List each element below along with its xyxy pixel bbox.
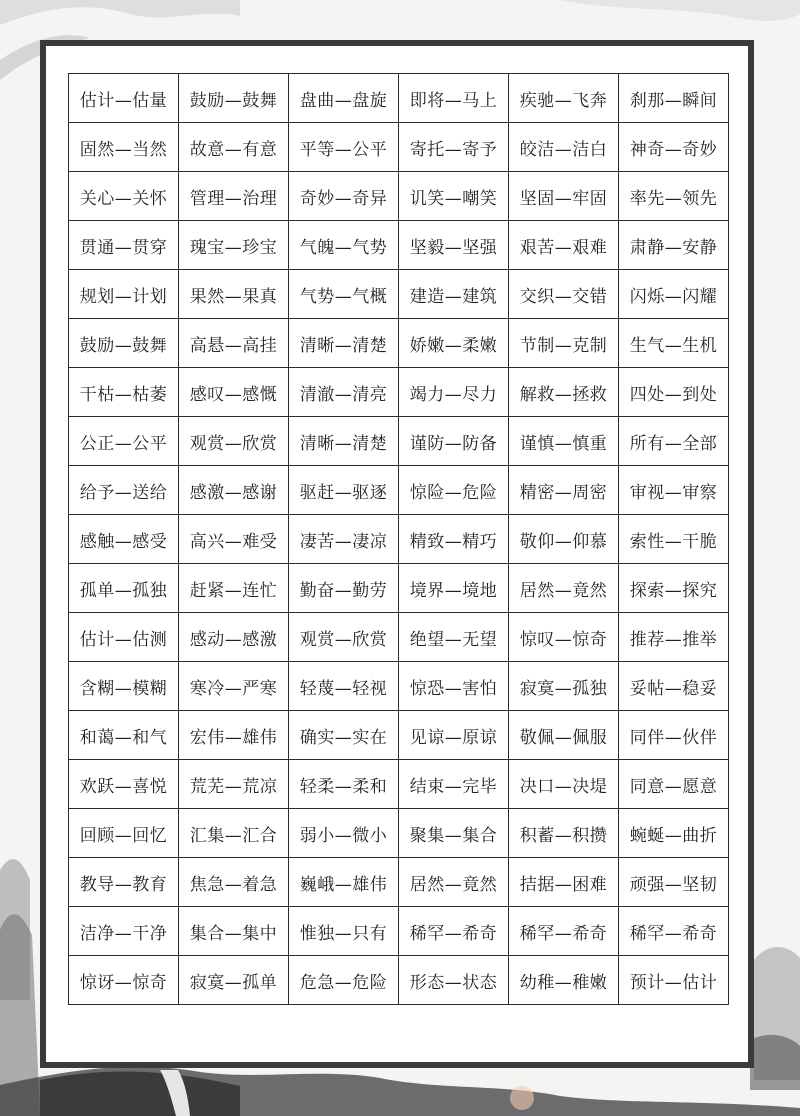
synonym-pair-cell: 稀罕—希奇 xyxy=(399,907,509,956)
synonym-pair-cell: 审视—审察 xyxy=(619,466,729,515)
synonym-pair-cell: 估计—估量 xyxy=(69,74,179,123)
synonym-pair-cell: 交织—交错 xyxy=(509,270,619,319)
synonym-pair-cell: 稀罕—希奇 xyxy=(509,907,619,956)
synonym-pair-cell: 谨慎—慎重 xyxy=(509,417,619,466)
table-row xyxy=(69,368,729,417)
table-row xyxy=(69,466,729,515)
synonym-pair-cell: 皎洁—洁白 xyxy=(509,123,619,172)
synonym-pair-cell: 高兴—难受 xyxy=(179,515,289,564)
synonym-pair-cell: 肃静—安静 xyxy=(619,221,729,270)
synonym-pair-cell: 估计—估测 xyxy=(69,613,179,662)
synonym-pair-cell: 孤单—孤独 xyxy=(69,564,179,613)
synonym-pair-cell: 规划—计划 xyxy=(69,270,179,319)
synonym-pair-cell: 奇妙—奇异 xyxy=(289,172,399,221)
table-row xyxy=(69,74,729,123)
synonym-pair-cell: 惊叹—惊奇 xyxy=(509,613,619,662)
synonym-pair-cell: 积蓄—积攒 xyxy=(509,809,619,858)
synonym-pair-cell: 鼓励—鼓舞 xyxy=(179,74,289,123)
synonym-pair-cell: 稀罕—希奇 xyxy=(619,907,729,956)
synonym-pair-cell: 预计—估计 xyxy=(619,956,729,1005)
synonym-pair-cell: 公正—公平 xyxy=(69,417,179,466)
synonym-pair-cell: 危急—危险 xyxy=(289,956,399,1005)
synonym-pair-cell: 竭力—尽力 xyxy=(399,368,509,417)
table-row xyxy=(69,123,729,172)
synonym-pair-cell: 感叹—感慨 xyxy=(179,368,289,417)
synonym-pair-cell: 平等—公平 xyxy=(289,123,399,172)
synonym-pair-cell: 焦急—着急 xyxy=(179,858,289,907)
table-row xyxy=(69,319,729,368)
synonym-pair-cell: 索性—干脆 xyxy=(619,515,729,564)
synonym-pair-cell: 鼓励—鼓舞 xyxy=(69,319,179,368)
synonym-pair-cell: 节制—克制 xyxy=(509,319,619,368)
synonym-pair-cell: 决口—决堤 xyxy=(509,760,619,809)
table-row xyxy=(69,907,729,956)
synonym-pair-cell: 寄托—寄予 xyxy=(399,123,509,172)
synonym-pair-cell: 见谅—原谅 xyxy=(399,711,509,760)
synonym-pair-cell: 瑰宝—珍宝 xyxy=(179,221,289,270)
synonym-pair-cell: 清晰—清楚 xyxy=(289,417,399,466)
synonym-table-body xyxy=(69,74,729,1005)
synonym-pair-cell: 干枯—枯萎 xyxy=(69,368,179,417)
synonym-pair-cell: 凄苦—凄凉 xyxy=(289,515,399,564)
synonym-pair-cell: 管理—治理 xyxy=(179,172,289,221)
synonym-pair-cell: 寂寞—孤独 xyxy=(509,662,619,711)
synonym-pair-cell: 顽强—坚韧 xyxy=(619,858,729,907)
synonym-pair-cell: 居然—竟然 xyxy=(509,564,619,613)
synonym-pair-cell: 坚毅—坚强 xyxy=(399,221,509,270)
synonym-pair-cell: 赶紧—连忙 xyxy=(179,564,289,613)
synonym-pair-cell: 故意—有意 xyxy=(179,123,289,172)
synonym-pair-cell: 同意—愿意 xyxy=(619,760,729,809)
synonym-pair-cell: 推荐—推举 xyxy=(619,613,729,662)
synonym-pair-cell: 四处—到处 xyxy=(619,368,729,417)
synonym-pair-cell: 结束—完毕 xyxy=(399,760,509,809)
synonym-pair-cell: 建造—建筑 xyxy=(399,270,509,319)
synonym-pair-cell: 惊恐—害怕 xyxy=(399,662,509,711)
table-row xyxy=(69,809,729,858)
synonym-pair-cell: 欢跃—喜悦 xyxy=(69,760,179,809)
synonym-pair-cell: 精致—精巧 xyxy=(399,515,509,564)
synonym-pair-cell: 和蔼—和气 xyxy=(69,711,179,760)
synonym-pair-cell: 清晰—清楚 xyxy=(289,319,399,368)
table-row xyxy=(69,221,729,270)
synonym-pair-cell: 给予—送给 xyxy=(69,466,179,515)
table-row xyxy=(69,270,729,319)
synonym-pair-cell: 寒冷—严寒 xyxy=(179,662,289,711)
synonym-pair-cell: 观赏—欣赏 xyxy=(179,417,289,466)
synonym-pair-cell: 幼稚—稚嫩 xyxy=(509,956,619,1005)
synonym-pair-cell: 贯通—贯穿 xyxy=(69,221,179,270)
synonym-pair-cell: 感动—感激 xyxy=(179,613,289,662)
synonym-pair-cell: 同伴—伙伴 xyxy=(619,711,729,760)
synonym-pair-cell: 疾驰—飞奔 xyxy=(509,74,619,123)
synonym-pair-cell: 观赏—欣赏 xyxy=(289,613,399,662)
table-row xyxy=(69,172,729,221)
synonym-pair-cell: 绝望—无望 xyxy=(399,613,509,662)
table-row xyxy=(69,711,729,760)
synonym-pair-cell: 寂寞—孤单 xyxy=(179,956,289,1005)
synonym-pair-cell: 洁净—干净 xyxy=(69,907,179,956)
synonym-pair-cell: 回顾—回忆 xyxy=(69,809,179,858)
synonym-pair-cell: 娇嫩—柔嫩 xyxy=(399,319,509,368)
table-row xyxy=(69,956,729,1005)
table-row xyxy=(69,662,729,711)
synonym-pair-cell: 汇集—汇合 xyxy=(179,809,289,858)
synonym-pair-cell: 敬佩—佩服 xyxy=(509,711,619,760)
synonym-pair-cell: 果然—果真 xyxy=(179,270,289,319)
synonym-pair-cell: 即将—马上 xyxy=(399,74,509,123)
table-row xyxy=(69,564,729,613)
synonym-pair-cell: 轻蔑—轻视 xyxy=(289,662,399,711)
synonym-pair-cell: 闪烁—闪耀 xyxy=(619,270,729,319)
synonym-pair-cell: 清澈—清亮 xyxy=(289,368,399,417)
table-row xyxy=(69,515,729,564)
synonym-pair-cell: 神奇—奇妙 xyxy=(619,123,729,172)
synonym-pair-cell: 教导—教育 xyxy=(69,858,179,907)
synonym-pair-cell: 探索—探究 xyxy=(619,564,729,613)
synonym-pair-cell: 荒芜—荒凉 xyxy=(179,760,289,809)
synonym-pair-cell: 气魄—气势 xyxy=(289,221,399,270)
synonym-pair-cell: 刹那—瞬间 xyxy=(619,74,729,123)
synonym-pair-cell: 感触—感受 xyxy=(69,515,179,564)
synonym-pair-cell: 弱小—微小 xyxy=(289,809,399,858)
synonym-pair-cell: 谨防—防备 xyxy=(399,417,509,466)
synonym-pair-cell: 盘曲—盘旋 xyxy=(289,74,399,123)
synonym-pair-cell: 驱赶—驱逐 xyxy=(289,466,399,515)
synonym-pair-cell: 聚集—集合 xyxy=(399,809,509,858)
synonym-pair-cell: 形态—状态 xyxy=(399,956,509,1005)
synonym-pair-cell: 所有—全部 xyxy=(619,417,729,466)
synonym-pair-cell: 拮据—困难 xyxy=(509,858,619,907)
table-row xyxy=(69,613,729,662)
synonym-pair-cell: 高悬—高挂 xyxy=(179,319,289,368)
synonym-pair-cell: 精密—周密 xyxy=(509,466,619,515)
synonym-pair-cell: 艰苦—艰难 xyxy=(509,221,619,270)
synonym-pair-cell: 勤奋—勤劳 xyxy=(289,564,399,613)
synonym-pair-cell: 解救—拯救 xyxy=(509,368,619,417)
synonym-pair-cell: 境界—境地 xyxy=(399,564,509,613)
synonym-pair-cell: 妥帖—稳妥 xyxy=(619,662,729,711)
synonym-pair-cell: 坚固—牢固 xyxy=(509,172,619,221)
synonym-pair-cell: 感激—感谢 xyxy=(179,466,289,515)
table-row xyxy=(69,858,729,907)
synonym-pair-cell: 蜿蜒—曲折 xyxy=(619,809,729,858)
synonym-pair-cell: 惟独—只有 xyxy=(289,907,399,956)
synonym-pair-cell: 固然—当然 xyxy=(69,123,179,172)
synonym-table xyxy=(68,73,729,1005)
synonym-pair-cell: 讥笑—嘲笑 xyxy=(399,172,509,221)
synonym-pair-cell: 惊险—危险 xyxy=(399,466,509,515)
synonym-pair-cell: 集合—集中 xyxy=(179,907,289,956)
synonym-pair-cell: 居然—竟然 xyxy=(399,858,509,907)
synonym-pair-cell: 轻柔—柔和 xyxy=(289,760,399,809)
synonym-pair-cell: 关心—关怀 xyxy=(69,172,179,221)
synonym-pair-cell: 生气—生机 xyxy=(619,319,729,368)
synonym-pair-cell: 巍峨—雄伟 xyxy=(289,858,399,907)
synonym-pair-cell: 确实—实在 xyxy=(289,711,399,760)
synonym-pair-cell: 敬仰—仰慕 xyxy=(509,515,619,564)
synonym-pair-cell: 气势—气概 xyxy=(289,270,399,319)
table-row xyxy=(69,760,729,809)
synonym-pair-cell: 率先—领先 xyxy=(619,172,729,221)
synonym-pair-cell: 含糊—模糊 xyxy=(69,662,179,711)
synonym-pair-cell: 宏伟—雄伟 xyxy=(179,711,289,760)
synonym-pair-cell: 惊讶—惊奇 xyxy=(69,956,179,1005)
table-row xyxy=(69,417,729,466)
